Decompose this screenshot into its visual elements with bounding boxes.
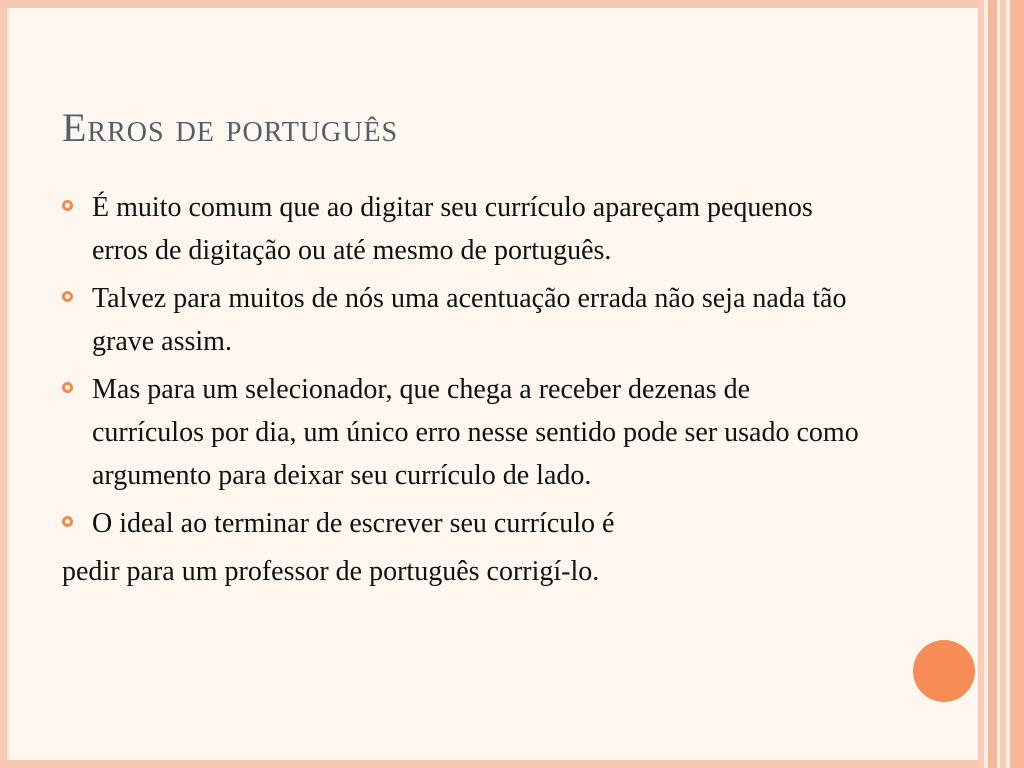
frame-left-border xyxy=(0,0,7,768)
bullet-text: O ideal ao terminar de escrever seu currículo é xyxy=(92,508,615,539)
frame-top-border xyxy=(0,0,1024,8)
decorative-circle-icon xyxy=(913,640,975,702)
bullet-item xyxy=(62,186,862,272)
bullet-circle-icon xyxy=(62,200,73,211)
slide-title: Erros de português xyxy=(62,105,399,150)
bullet-text: É muito comum que ao digitar seu currículo apareçam pequenos erros de digitação ou até mesmo de português. xyxy=(92,192,813,266)
bullet-text: Mas para um selecionador, que chega a receber dezenas de currículos por dia, um único erro nesse sentido pode ser usado como argumento para deixar seu currículo de lado. xyxy=(92,374,859,491)
bullet-circle-icon xyxy=(62,291,73,302)
bullet-circle-icon xyxy=(62,382,73,393)
bullet-circle-icon xyxy=(62,516,73,527)
bullet-item xyxy=(62,502,862,545)
bullet-text: Talvez para muitos de nós uma acentuação errada não seja nada tão grave assim. xyxy=(92,283,847,357)
bullet-item xyxy=(62,368,862,497)
frame-bottom-border xyxy=(0,760,1024,768)
right-stripe xyxy=(1010,0,1024,768)
frame-left-inner-border xyxy=(7,8,9,760)
right-stripe xyxy=(988,0,997,768)
slide-content xyxy=(62,186,862,593)
continuation-text: pedir para um professor de português corrigí-lo. xyxy=(62,556,600,587)
bullet-item xyxy=(62,277,862,363)
